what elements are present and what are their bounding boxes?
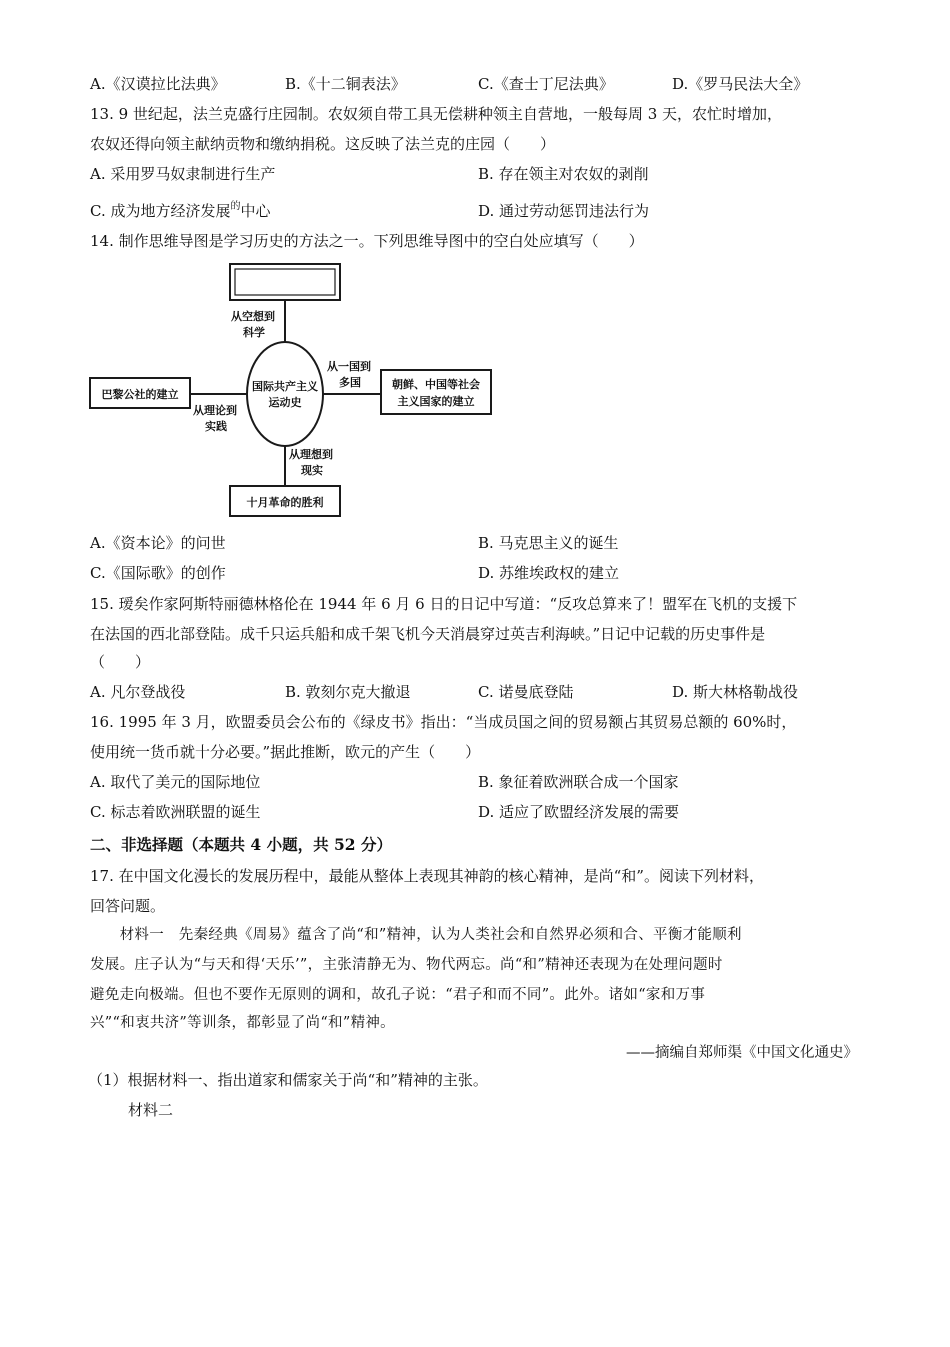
q15-option-a: A. 凡尔登战役: [90, 683, 186, 701]
mind-map-center-line-2: 运动史: [268, 396, 302, 409]
mind-map-right-label-line-1: 从一国到: [327, 360, 371, 373]
mind-map-top-label-line-2: 科学: [243, 326, 265, 339]
q17-stem-line-2: 回答问题。: [90, 897, 166, 915]
mind-map-bottom-label-line-2: 现实: [301, 464, 323, 477]
q17-material-one-line-1: 材料一 先秦经典《周易》蕴含了尚“和”精神，认为人类社会和自然界必须和合、平衡才能顺利: [90, 927, 742, 943]
q16-stem-line-2: 使用统一货币就十分必要。”据此推断，欧元的产生（ ）: [90, 743, 481, 761]
q17-material-one-line-2: 发展。庄子认为“与天和得‘天乐’”，主张清静无为、物代两忘。尚“和”精神还表现为在处理问题时: [90, 957, 723, 973]
q16-option-c: C. 标志着欧洲联盟的诞生: [90, 803, 261, 821]
q13-option-d: D. 通过劳动惩罚违法行为: [478, 202, 650, 220]
q13-option-c: [90, 201, 271, 224]
q14-option-b: B. 马克思主义的诞生: [478, 534, 619, 552]
q13-option-c-post: 中心: [240, 202, 271, 220]
mind-map-right-label-line-2: 多国: [339, 376, 361, 389]
mind-map-bottom-label-line-1: 从理想到: [289, 448, 333, 461]
q16-option-b: B. 象征着欧洲联合成一个国家: [478, 773, 679, 791]
mind-map-left-label-line-2: 实践: [205, 420, 227, 433]
q15-stem-line-1: 15. 瑷矣作家阿斯特丽德林格伦在 1944 年 6 月 6 日的日记中写道：“反攻总算来了！盟军在飞机的支援下: [90, 595, 798, 613]
q17-material-one-source: ——摘编自郑师渠《中国文化通史》: [626, 1045, 858, 1061]
q13-option-a: A. 采用罗马奴隶制进行生产: [90, 165, 276, 183]
q12-option-a: A.《汉谟拉比法典》: [90, 75, 226, 93]
mind-map-diagram: [85, 258, 505, 523]
mind-map-right-box-line-2: 主义国家的建立: [397, 395, 475, 408]
mind-map-bottom-box-label: 十月革命的胜利: [246, 496, 324, 509]
mind-map-top-label-line-1: 从空想到: [231, 310, 275, 323]
q17-material-one-line-3: 避免走向极端。但也不要作无原则的调和，故孔子说：“君子和而不同”。此外。诸如“家和万事: [90, 987, 706, 1003]
q15-option-c: C. 诺曼底登陆: [478, 683, 574, 701]
q12-option-d: D.《罗马民法大全》: [672, 75, 809, 93]
q15-option-b: B. 敦刻尔克大撤退: [285, 683, 411, 701]
q12-option-c: C.《查士丁尼法典》: [478, 75, 614, 93]
section-two-heading: 二、非选择题（本题共 4 小题，共 52 分）: [90, 835, 392, 854]
q13-stem-line-2: 农奴还得向领主献纳贡物和缴纳捐税。这反映了法兰克的庄园（ ）: [90, 135, 556, 153]
q13-option-c-pre: C. 成为地方经济发展: [90, 202, 231, 220]
q14-option-d: D. 苏维埃政权的建立: [478, 564, 620, 582]
q13-stem-line-1: 13. 9 世纪起，法兰克盛行庄园制。农奴须自带工具无偿耕种领主自营地，一般每周 3 天，农忙时增加，: [90, 105, 783, 123]
q17-material-two-label: 材料二: [128, 1101, 174, 1119]
q16-stem-line-1: 16. 1995 年 3 月，欧盟委员会公布的《绿皮书》指出：“当成员国之间的贸易额占其贸易总额的 60%时，: [90, 713, 797, 731]
q16-option-d: D. 适应了欧盟经济发展的需要: [478, 803, 680, 821]
mind-map-center-line-1: 国际共产主义: [252, 380, 318, 393]
q14-option-a: A.《资本论》的问世: [90, 534, 226, 552]
q15-option-d: D. 斯大林格勒战役: [672, 683, 799, 701]
q15-stem-line-3: （ ）: [90, 653, 151, 671]
mind-map-left-label-line-1: 从理论到: [193, 404, 237, 417]
q14-stem: 14. 制作思维导图是学习历史的方法之一。下列思维导图中的空白处应填写（ ）: [90, 232, 644, 250]
q16-option-a: A. 取代了美元的国际地位: [90, 773, 261, 791]
q17-material-one-line-4: 兴”“和衷共济”等训条，都彰显了尚“和”精神。: [90, 1015, 395, 1031]
q13-option-c-sup: 的: [230, 201, 241, 212]
q17-subquestion-1: （1）根据材料一、指出道家和儒家关于尚“和”精神的主张。: [88, 1071, 488, 1089]
q14-option-c: C.《国际歌》的创作: [90, 564, 226, 582]
mind-map-top-box-inner: [235, 269, 335, 295]
q12-option-b: B.《十二铜表法》: [285, 75, 406, 93]
q15-stem-line-2: 在法国的西北部登陆。成千只运兵船和成千架飞机今天消晨穿过英吉利海峡。”日记中记载的历史事件是: [90, 625, 766, 643]
mind-map-left-box-label: 巴黎公社的建立: [101, 388, 179, 401]
q13-option-b: B. 存在领主对农奴的剥削: [478, 165, 649, 183]
mind-map-center-ellipse: [247, 342, 323, 446]
mind-map-right-box-line-1: 朝鲜、中国等社会: [392, 378, 480, 391]
q17-stem-line-1: 17. 在中国文化漫长的发展历程中，最能从整体上表现其神韵的核心精神，是尚“和”。阅读下列材料，: [90, 867, 764, 885]
